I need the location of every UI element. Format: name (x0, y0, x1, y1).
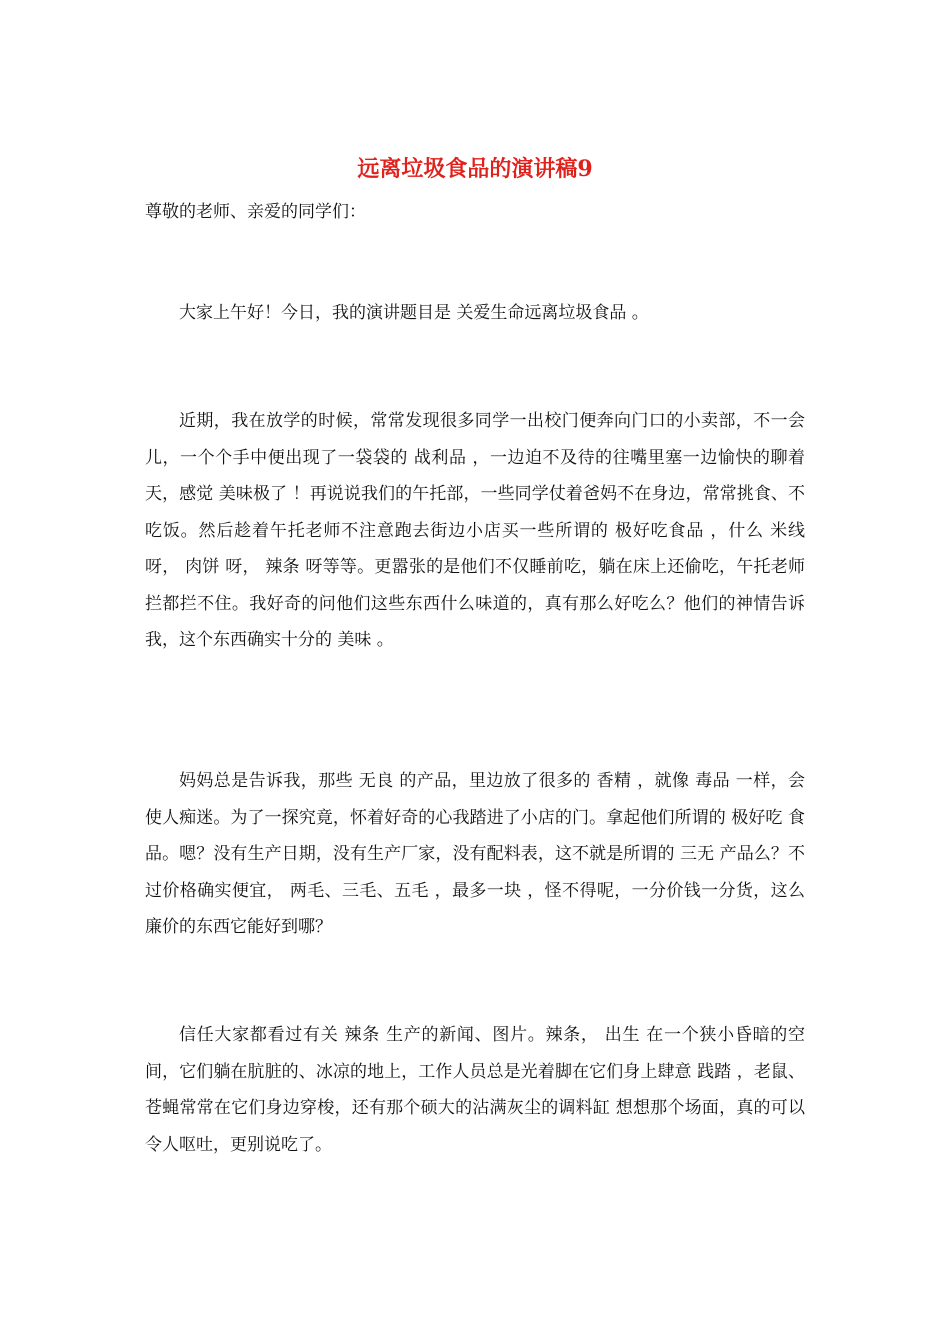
paragraph-snack-shop: 近期，我在放学的时候，常常发现很多同学一出校门便奔向门口的小卖部，不一会儿，一个个手中便出现了一袋袋的 战利品 ，一边迫不及待的往嘴里塞一边愉快的聊着天，感觉 美味极了 ！再说说我们的午托部，一些同学仗着爸妈不在身边，常常挑食、不吃饭。然后趁着午托老师不注意跑去街边小店买一些所谓的 极好吃食品 ，什么 米线 呀， 肉饼 呀， 辣条 呀等等。更嚣张的是他们不仅睡前吃，躺在床上还偷吃，午托老师拦都拦不住。我好奇的问他们这些东西什么味道的，真有那么好吃么？他们的神情告诉我，这个东西确实十分的 美味 。 (145, 411, 805, 650)
paragraph-latiao-production: 信任大家都看过有关 辣条 生产的新闻、图片。辣条， 出生 在一个狭小昏暗的空间，它们躺在肮脏的、冰凉的地上，工作人员总是光着脚在它们身上肆意 践踏 ，老鼠、苍蝇常常在它们身边穿梭，还有那个硕大的沾满灰尘的调料缸 想想那个场面，真的可以令人呕吐，更别说吃了。 (145, 1025, 805, 1155)
salutation: 尊敬的老师、亲爱的同学们： (145, 202, 366, 222)
document-title: 远离垃圾食品的演讲稿9 (357, 156, 593, 182)
paragraph-greeting: 大家上午好！今日，我的演讲题目是 关爱生命远离垃圾食品 。 (179, 303, 649, 323)
paragraph-three-no-products: 妈妈总是告诉我，那些 无良 的产品，里边放了很多的 香精 ，就像 毒品 一样，会使人痴迷。为了一探究竟，怀着好奇的心我踏进了小店的门。拿起他们所谓的 极好吃 食品。嗯？没有生产日期，没有生产厂家，没有配料表，这不就是所谓的 三无 产品么？不过价格确实便宜， 两毛、三毛、五毛 ，最多一块 ，怪不得呢，一分价钱一分货，这么廉价的东西它能好到哪？ (145, 771, 805, 937)
